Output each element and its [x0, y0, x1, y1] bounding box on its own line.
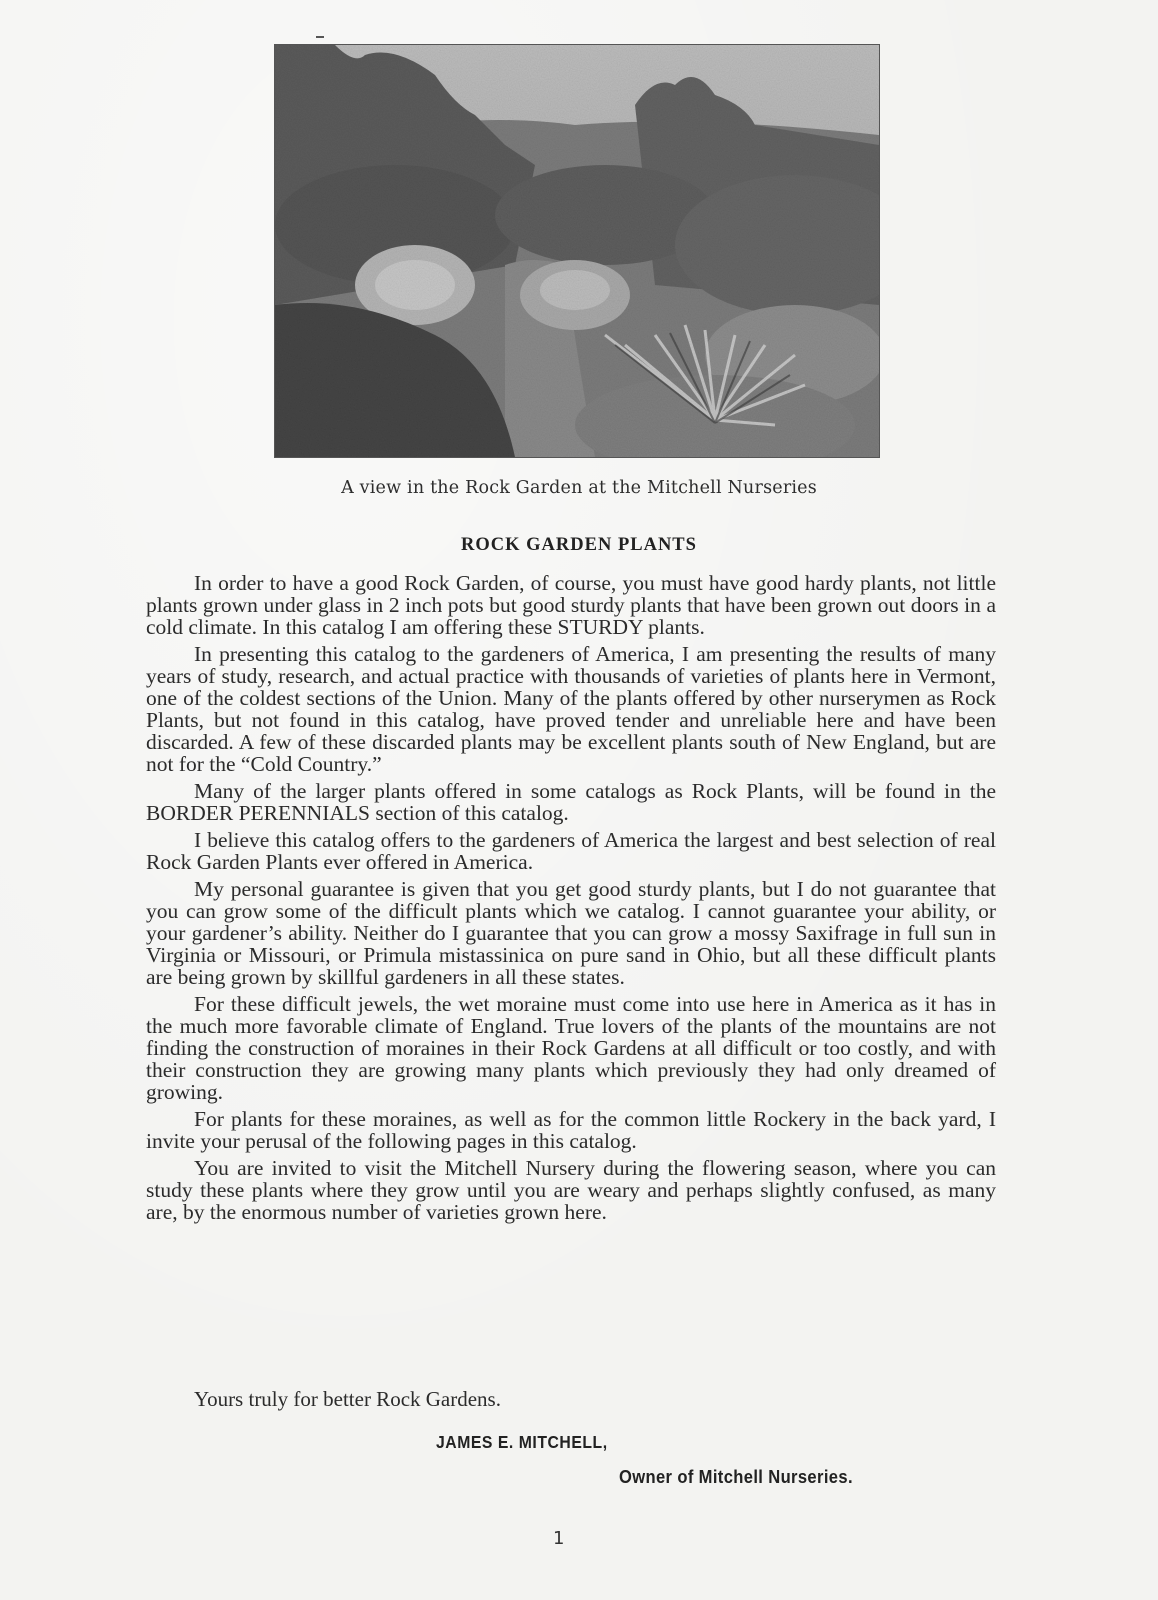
paragraph: You are invited to visit the Mitchell Nursery during the flowering season, where you can study these plants where they grow until you are weary and perhaps slightly confused, as many are, by the enormous number of varieties grown here.	[146, 1156, 996, 1224]
paragraph: I believe this catalog offers to the gardeners of America the largest and best selection of real Rock Garden Plants ever offered in America.	[146, 828, 996, 874]
page-number: 1	[553, 1528, 565, 1549]
print-mark	[316, 36, 324, 38]
body-text	[146, 572, 996, 1228]
photo-illustration	[275, 45, 879, 457]
closing-line: Yours truly for better Rock Gardens.	[194, 1387, 501, 1411]
signature-title: Owner of Mitchell Nurseries.	[619, 1467, 853, 1487]
paragraph: In order to have a good Rock Garden, of course, you must have good hardy plants, not little plants grown under glass in 2 inch pots but good sturdy plants that have been grown out doors in a cold climate. In this catalog I am offering these STURDY plants.	[146, 571, 996, 639]
paragraph: For these difficult jewels, the wet moraine must come into use here in America as it has in the much more favorable climate of England. True lovers of the plants of the mountains are not finding the construction of moraines in their Rock Gardens at all difficult or too costly, and with their construction they are growing many plants which previously they had only dreamed of growing.	[146, 992, 996, 1104]
paragraph: My personal guarantee is given that you get good sturdy plants, but I do not guarantee that you can grow some of the difficult plants which we catalog. I cannot guarantee your ability, or your gardener’s ability. Neither do I guarantee that you can grow a mossy Saxifrage in full sun in Virginia or Missouri, or Primula mistassinica on pure sand in Ohio, but all these difficult plants are being grown by skillful gardeners in all these states.	[146, 877, 996, 989]
section-heading: ROCK GARDEN PLANTS	[461, 535, 697, 555]
photo-caption: A view in the Rock Garden at the Mitchell Nurseries	[341, 478, 817, 498]
signature-name: JAMES E. MITCHELL,	[436, 1432, 608, 1452]
paragraph: For plants for these moraines, as well as for the common little Rockery in the back yard, I invite your perusal of the following pages in this catalog.	[146, 1107, 996, 1153]
rock-garden-photo	[274, 44, 880, 458]
paragraph: In presenting this catalog to the gardeners of America, I am presenting the results of many years of study, research, and actual practice with thousands of varieties of plants here in Vermont, one of the coldest sections of the Union. Many of the plants offered by other nurserymen as Rock Plants, but not found in this catalog, have proved tender and unreliable here and have been discarded. A few of these discarded plants may be excellent plants south of New England, but are not for the “Cold Country.”	[146, 642, 996, 776]
paragraph: Many of the larger plants offered in some catalogs as Rock Plants, will be found in the BORDER PERENNIALS section of this catalog.	[146, 779, 996, 825]
